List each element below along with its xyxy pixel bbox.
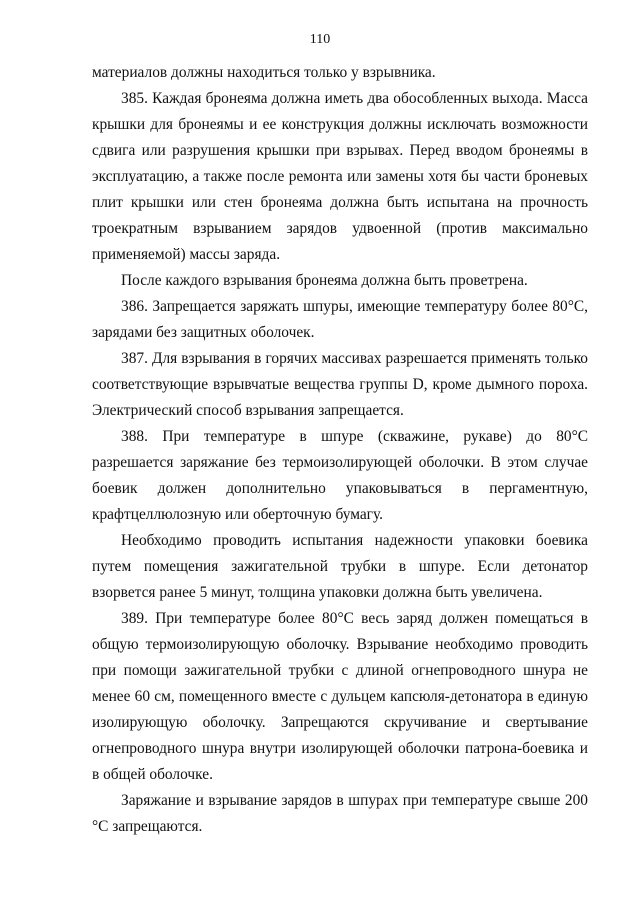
document-body bbox=[92, 60, 588, 840]
paragraph-388: 388. При температуре в шпуре (скважине, рукаве) до 80°С разрешается заряжание без термоизолирующей оболочки. В этом случае боевик должен дополнительно упаковываться в пергаментную, крафтцеллюлозную или оберточную бумагу. bbox=[92, 428, 588, 523]
paragraph-continuation: материалов должны находиться только у взрывника. bbox=[92, 64, 436, 81]
paragraph-386: 386. Запрещается заряжать шпуры, имеющие температуру более 80°С, зарядами без защитных оболочек. bbox=[92, 298, 588, 341]
paragraph-ventilation: После каждого взрывания бронеяма должна быть проветрена. bbox=[121, 272, 528, 289]
paragraph-387: 387. Для взрывания в горячих массивах разрешается применять только соответствующие взрывчатые вещества группы D, кроме дымного пороха. Электрический способ взрывания запрещается. bbox=[92, 350, 588, 419]
paragraph-389: 389. При температуре более 80°С весь заряд должен помещаться в общую термоизолирующую оболочку. Взрывание необходимо проводить при помощи зажигательной трубки с длиной огнепроводного шнура не менее 60 см, помещенного вместе с дульцем капсюля-детонатора в единую изолирующую оболочку. Запрещаются скручивание и свертывание огнепроводного шнура внутри изолирующей оболочки патрона-боевика и в общей оболочке. bbox=[92, 610, 588, 783]
paragraph-high-temperature: Заряжание и взрывание зарядов в шпурах при температуре свыше 200 °С запрещаются. bbox=[92, 792, 588, 835]
page-number: 110 bbox=[309, 32, 331, 47]
paragraph-385: 385. Каждая бронеяма должна иметь два обособленных выхода. Масса крышки для бронеямы и ее конструкция должны исключать возможности сдвига или разрушения крышки при взрывах. Перед вводом бронеямы в эксплуатацию, а также после ремонта или замены хотя бы части броневых плит крышки или стен бронеяма должна быть испытана на прочность троекратным взрыванием зарядов удвоенной (против максимально применяемой) массы заряда. bbox=[92, 90, 588, 263]
paragraph-packaging-test: Необходимо проводить испытания надежности упаковки боевика путем помещения зажигательной трубки в шпуре. Если детонатор взорвется ранее 5 минут, толщина упаковки должна быть увеличена. bbox=[92, 532, 588, 601]
